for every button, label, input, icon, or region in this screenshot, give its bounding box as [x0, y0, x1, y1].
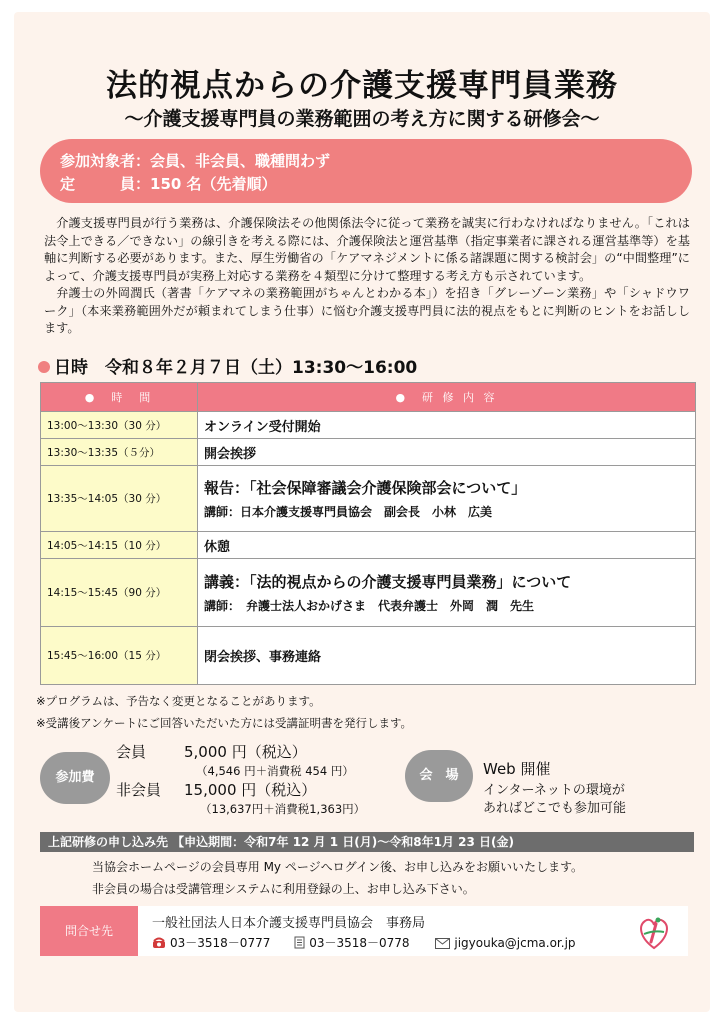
content-main: 講義：「法的視点からの介護支援専門員業務」について [204, 573, 572, 591]
intro-paragraph-1: 介護支援専門員が行う業務は、介護保険法その他関係法令に従って業務を誠実に行わなければなりません。「これは法令上できる／できない」の線引きを考える際には、介護保険法と運営基準（指定事業者に課される運営基準等）を基軸に判断する必要があります。また、厚生労働省の「ケアマネジメントに係る諸課題に関する検討会」の“中間整理”によって、介護支援専門員が実務上対応する業務を４類型に分けて整理する考え方も示されています。 [44, 216, 690, 283]
content-cell [198, 439, 696, 466]
note-program-change: ※プログラムは、予告なく変更となることがあります。 [36, 694, 321, 708]
content-cell [198, 559, 696, 627]
table-row [41, 627, 696, 685]
target-audience: 参加対象者：会員、非会員、職種問わず [60, 152, 331, 170]
content-main: オンライン受付開始 [204, 419, 321, 435]
content-main: 休憩 [204, 539, 231, 555]
jcma-logo [634, 912, 674, 952]
table-row [41, 412, 696, 439]
capacity: 定 員：150 名（先着順） [60, 175, 277, 193]
fee-member-label: 会員 [116, 743, 147, 761]
fee-member-price: 5,000 円（税込） [184, 743, 307, 761]
note-certificate: ※受講後アンケートにご回答いただいた方には受講証明書を発行します。 [36, 716, 413, 730]
intro-text [44, 215, 690, 338]
email-entry [435, 936, 575, 950]
fee-member-detail: （4,546 円＋消費税 454 円） [196, 764, 354, 778]
fax-icon [294, 936, 305, 949]
time-cell: 13:30～13:35（５分） [41, 439, 198, 466]
program-header [41, 383, 696, 412]
apply-instruction-2: 非会員の場合は受講管理システムに利用登録の上、お申し込み下さい。 [92, 882, 475, 896]
table-row [41, 466, 696, 532]
fee-nonmember-detail: （13,637円＋消費税1,363円） [200, 802, 366, 816]
fax-entry [294, 934, 409, 951]
fee-nonmember-price: 15,000 円（税込） [184, 781, 317, 799]
page-subtitle: ～介護支援専門員の業務範囲の考え方に関する研修会～ [124, 108, 600, 130]
content-speaker: 講師： 弁護士法人おかげさま 代表弁護士 外岡 潤 先生 [204, 599, 535, 613]
header-content: ● 研 修 内 容 [198, 383, 696, 412]
email-link[interactable]: jigyouka@jcma.or.jp [454, 936, 576, 950]
content-cell [198, 412, 696, 439]
fax-number[interactable]: 03－3518－0778 [309, 936, 410, 950]
phone-entry [152, 934, 270, 951]
apply-instruction-1: 当協会ホームページの会員専用 My ページへログイン後、お申し込みをお願いいたします。 [92, 860, 584, 874]
venue-title: Web 開催 [483, 760, 551, 778]
table-row [41, 559, 696, 627]
intro-paragraph-2: 弁護士の外岡潤氏（著書「ケアマネの業務範囲がちゃんとわかる本」）を招き「グレーゾーン業務」や「シャドウワーク」（本来業務範囲外だが頼まれてしまう仕事）に悩む介護支援専門員に法的視点をもとに判断のヒントをお話しします。 [44, 286, 690, 335]
fee-badge: 参加費 [40, 752, 110, 804]
target-box [40, 139, 692, 203]
venue-line-1: インターネットの環境が [483, 783, 625, 798]
contact-box [138, 906, 688, 956]
organization-name: 一般社団法人日本介護支援専門員協会 事務局 [152, 916, 426, 931]
program-table [40, 382, 696, 685]
mail-icon [435, 938, 450, 949]
phone-number[interactable]: 03－3518－0777 [170, 936, 271, 950]
header-time: ● 時 間 [41, 383, 198, 412]
content-main: 閉会挨拶、事務連絡 [204, 650, 322, 665]
time-cell: 13:35～14:05（30 分） [41, 466, 198, 532]
time-cell: 13:00～13:30（30 分） [41, 412, 198, 439]
datetime-text: 日時 令和８年２月７日（土）13:30～16:00 [54, 358, 418, 378]
event-datetime [38, 353, 417, 378]
content-speaker: 講師：日本介護支援専門員協会 副会長 小林 広美 [204, 505, 493, 519]
content-main: 開会挨拶 [204, 446, 257, 462]
phone-icon [152, 937, 166, 949]
fee-nonmember-label: 非会員 [116, 781, 162, 799]
venue-line-2: あればどこでも参加可能 [483, 801, 627, 816]
venue-badge: 会 場 [405, 750, 473, 802]
time-cell: 14:05～14:15（10 分） [41, 532, 198, 559]
content-cell [198, 466, 696, 532]
content-cell [198, 627, 696, 685]
table-row [41, 439, 696, 466]
time-cell: 14:15～15:45（90 分） [41, 559, 198, 627]
page-title: 法的視点からの介護支援専門員業務 [106, 68, 618, 104]
content-cell [198, 532, 696, 559]
time-cell: 15:45～16:00（15 分） [41, 627, 198, 685]
contact-label: 問合せ先 [40, 906, 138, 956]
content-main: 報告：「社会保障審議会介護保険部会について」 [204, 479, 527, 497]
contact-details [152, 934, 576, 951]
apply-bar: 上記研修の申し込み先 【申込期間：令和7年 12 月 1 日(月)～令和8年1月 23 日(金) [40, 832, 694, 852]
bullet-icon [38, 361, 50, 373]
table-row [41, 532, 696, 559]
